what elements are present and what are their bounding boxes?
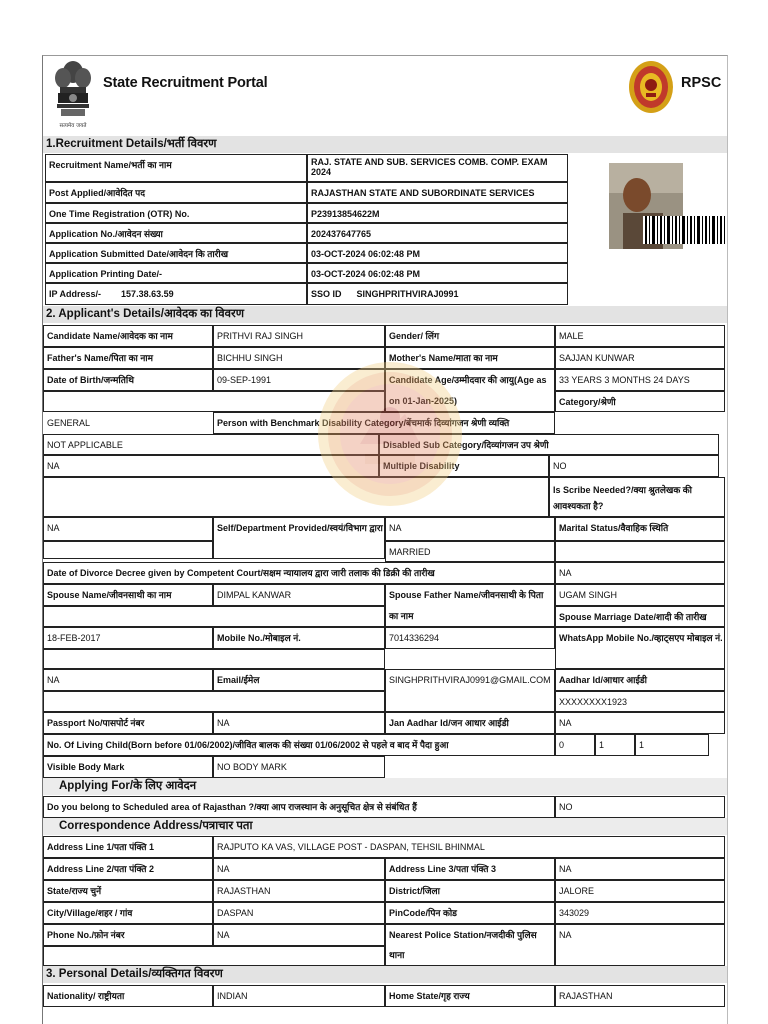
nationality-label: Nationality/ राष्ट्रीयता [43, 985, 213, 1007]
blank-row-cell [43, 477, 549, 517]
blank-row-cell [43, 606, 385, 627]
passport-no-value: NA [213, 712, 385, 734]
org-short-name: RPSC [681, 75, 722, 91]
dob-value: 09-SEP-1991 [213, 369, 385, 391]
living-children-value: 0 [555, 734, 595, 756]
address-line2-label: Address Line 2/पता पंक्ति 2 [43, 858, 213, 880]
sso-id-value: SINGHPRITHVIRAJ0991 [356, 289, 459, 299]
sso-id-label: SSO ID [311, 289, 342, 299]
pincode-value: 343029 [555, 902, 725, 924]
passport-no-label: Passport No/पासपोर्ट नंबर [43, 712, 213, 734]
blank-row-cell [43, 649, 385, 669]
phone-no-value: NA [213, 924, 385, 946]
ip-address-value: 157.38.63.59 [121, 289, 174, 299]
mother-name-label: Mother's Name/माता का नाम [385, 347, 555, 369]
district-label: District/जिला [385, 880, 555, 902]
national-emblem-icon [51, 58, 95, 130]
marriage-date-value: 18-FEB-2017 [43, 627, 213, 649]
ip-address-cell [45, 283, 307, 305]
candidate-name-value: PRITHVI RAJ SINGH [213, 325, 385, 347]
divorce-date-value: NA [555, 562, 725, 584]
city-village-label: City/Village/शहर / गांव [43, 902, 213, 924]
disabled-sub-category-label: Disabled Sub Category/दिव्यांगजन उप श्रेणी [379, 434, 719, 455]
father-name-value: BICHHU SINGH [213, 347, 385, 369]
blank-row-cell [43, 541, 213, 559]
section-applicant-heading: 2. Applicant's Details/आवेदक का विवरण [43, 306, 727, 323]
address-line3-value: NA [555, 858, 725, 880]
mother-name-value: SAJJAN KUNWAR [555, 347, 725, 369]
nationality-value: INDIAN [213, 985, 385, 1007]
marital-status-value: MARRIED [385, 541, 555, 562]
mobile-no-label: Mobile No./मोबाइल नं. [213, 627, 385, 649]
district-value: JALORE [555, 880, 725, 902]
blank-row-cell [43, 391, 385, 412]
living-children-label: No. Of Living Child(Born before 01/06/2002)/जीवित बालक की संख्या 01/06/2002 से पहले व बाद में पैदा हुआ [43, 734, 555, 756]
jan-aadhar-label: Jan Aadhar Id/जन आधार आईडी [385, 712, 555, 734]
jan-aadhar-value: NA [555, 712, 725, 734]
aadhar-id-value: XXXXXXXX1923 [555, 691, 725, 712]
form-header [43, 56, 727, 136]
category-label: Category/श्रेणी [555, 391, 725, 412]
pwbd-label: Person with Benchmark Disability Category/बेंचमार्क दिव्यांगजन श्रेणी व्यक्ति [213, 412, 555, 434]
barcode-icon [643, 216, 727, 244]
spouse-name-label: Spouse Name/जीवनसाथी का नाम [43, 584, 213, 606]
spouse-father-name-label: Spouse Father Name/जीवनसाथी के पिता का नाम [385, 584, 555, 627]
email-value: SINGHPRITHVIRAJ0991@GMAIL.COM [385, 669, 555, 712]
blank-row-cell [43, 691, 385, 712]
phone-no-label: Phone No./फ़ोन नंबर [43, 924, 213, 946]
state-label: State/राज्य चुनें [43, 880, 213, 902]
pwbd-value: NOT APPLICABLE [43, 434, 379, 455]
post-applied-value: RAJASTHAN STATE AND SUBORDINATE SERVICES [307, 182, 568, 203]
recruitment-name-label: Recruitment Name/भर्ती का नाम [45, 154, 307, 182]
address-line3-label: Address Line 3/पता पंक्ति 3 [385, 858, 555, 880]
printing-date-label: Application Printing Date/- [45, 263, 307, 283]
police-station-value: NA [555, 924, 725, 966]
home-state-value: RAJASTHAN [555, 985, 725, 1007]
multiple-disability-value: NO [549, 455, 719, 477]
home-state-label: Home State/गृह राज्य [385, 985, 555, 1007]
whatsapp-no-value: NA [43, 669, 213, 691]
submitted-date-value: 03-OCT-2024 06:02:48 PM [307, 243, 568, 263]
section-correspondence-heading: Correspondence Address/पत्राचार पता [43, 818, 727, 835]
address-line1-label: Address Line 1/पता पंक्ति 1 [43, 836, 213, 858]
department-provided-value: NA [385, 517, 555, 541]
scribe-needed-label: Is Scribe Needed?/क्या श्रुतलेखक की आवश्यकता है? [549, 477, 725, 517]
portal-title: State Recruitment Portal [103, 75, 268, 91]
body-mark-value: NO BODY MARK [213, 756, 385, 778]
sso-id-cell [307, 283, 568, 305]
disabled-sub-category-value: NA [43, 455, 379, 477]
section-recruitment-heading: 1.Recruitment Details/भर्ती विवरण [43, 136, 727, 153]
whatsapp-no-label: WhatsApp Mobile No./व्हाट्सएप मोबाइल नं. [555, 627, 725, 669]
body-mark-label: Visible Body Mark [43, 756, 213, 778]
category-value: GENERAL [47, 418, 91, 428]
address-line2-value: NA [213, 858, 385, 880]
section-applying-for-heading: Applying For/के लिए आवेदन [43, 778, 727, 795]
rpsc-logo-icon [628, 59, 674, 114]
candidate-age-label: Candidate Age/उम्मीदवार की आयु(Age as on 01-Jan-2025) [385, 369, 555, 412]
otr-value: P23913854622M [307, 203, 568, 223]
living-children-value: 1 [595, 734, 635, 756]
otr-label: One Time Registration (OTR) No. [45, 203, 307, 223]
email-label: Email/ईमेल [213, 669, 385, 691]
recruitment-name-value: RAJ. STATE AND SUB. SERVICES COMB. COMP. EXAM 2024 [307, 154, 568, 182]
state-value: RAJASTHAN [213, 880, 385, 902]
police-station-label: Nearest Police Station/नजदीकी पुलिस थाना [385, 924, 555, 966]
spouse-father-name-value: UGAM SINGH [555, 584, 725, 606]
emblem-motto: सत्यमेव जयते [59, 123, 87, 129]
marital-status-label: Marital Status/वैवाहिक स्थिति [555, 517, 725, 541]
address-line1-value: RAJPUTO KA VAS, VILLAGE POST - DASPAN, TEHSIL BHINMAL [213, 836, 725, 858]
city-village-value: DASPAN [213, 902, 385, 924]
department-provided-label: Self/Department Provided/स्वयं/विभाग द्वारा [213, 517, 385, 559]
blank-row-cell [43, 946, 385, 966]
scribe-needed-value: NA [43, 517, 213, 541]
aadhar-id-label: Aadhar Id/आधार आईडी [555, 669, 725, 691]
father-name-label: Father's Name/पिता का नाम [43, 347, 213, 369]
marriage-date-label: Spouse Marriage Date/शादी की तारीख [555, 606, 725, 627]
scheduled-area-value: NO [555, 796, 725, 818]
candidate-name-label: Candidate Name/आवेदक का नाम [43, 325, 213, 347]
multiple-disability-label: Multiple Disability [379, 455, 549, 477]
living-children-value: 1 [635, 734, 709, 756]
pincode-label: PinCode/पिन कोड [385, 902, 555, 924]
application-no-value: 202437647765 [307, 223, 568, 243]
printing-date-value: 03-OCT-2024 06:02:48 PM [307, 263, 568, 283]
divorce-date-label: Date of Divorce Decree given by Competent Court/सक्षम न्यायालय द्वारा जारी तलाक की डिक्री की तारीख [43, 562, 555, 584]
scheduled-area-label: Do you belong to Scheduled area of Rajasthan ?/क्या आप राजस्थान के अनुसूचित क्षेत्र से संबंधित हैं [43, 796, 555, 818]
section-personal-heading: 3. Personal Details/व्यक्तिगत विवरण [43, 966, 727, 983]
ip-address-label: IP Address/- [49, 289, 102, 299]
gender-label: Gender/ लिंग [385, 325, 555, 347]
application-form [42, 55, 728, 1024]
post-applied-label: Post Applied/आवेदित पद [45, 182, 307, 203]
candidate-age-value: 33 YEARS 3 MONTHS 24 DAYS [555, 369, 725, 391]
application-no-label: Application No./आवेदन संख्या [45, 223, 307, 243]
dob-label: Date of Birth/जन्मतिथि [43, 369, 213, 391]
blank-row-cell [555, 541, 725, 562]
mobile-no-value: 7014336294 [385, 627, 555, 649]
spouse-name-value: DIMPAL KANWAR [213, 584, 385, 606]
submitted-date-label: Application Submitted Date/आवेदन कि तारीख [45, 243, 307, 263]
gender-value: MALE [555, 325, 725, 347]
